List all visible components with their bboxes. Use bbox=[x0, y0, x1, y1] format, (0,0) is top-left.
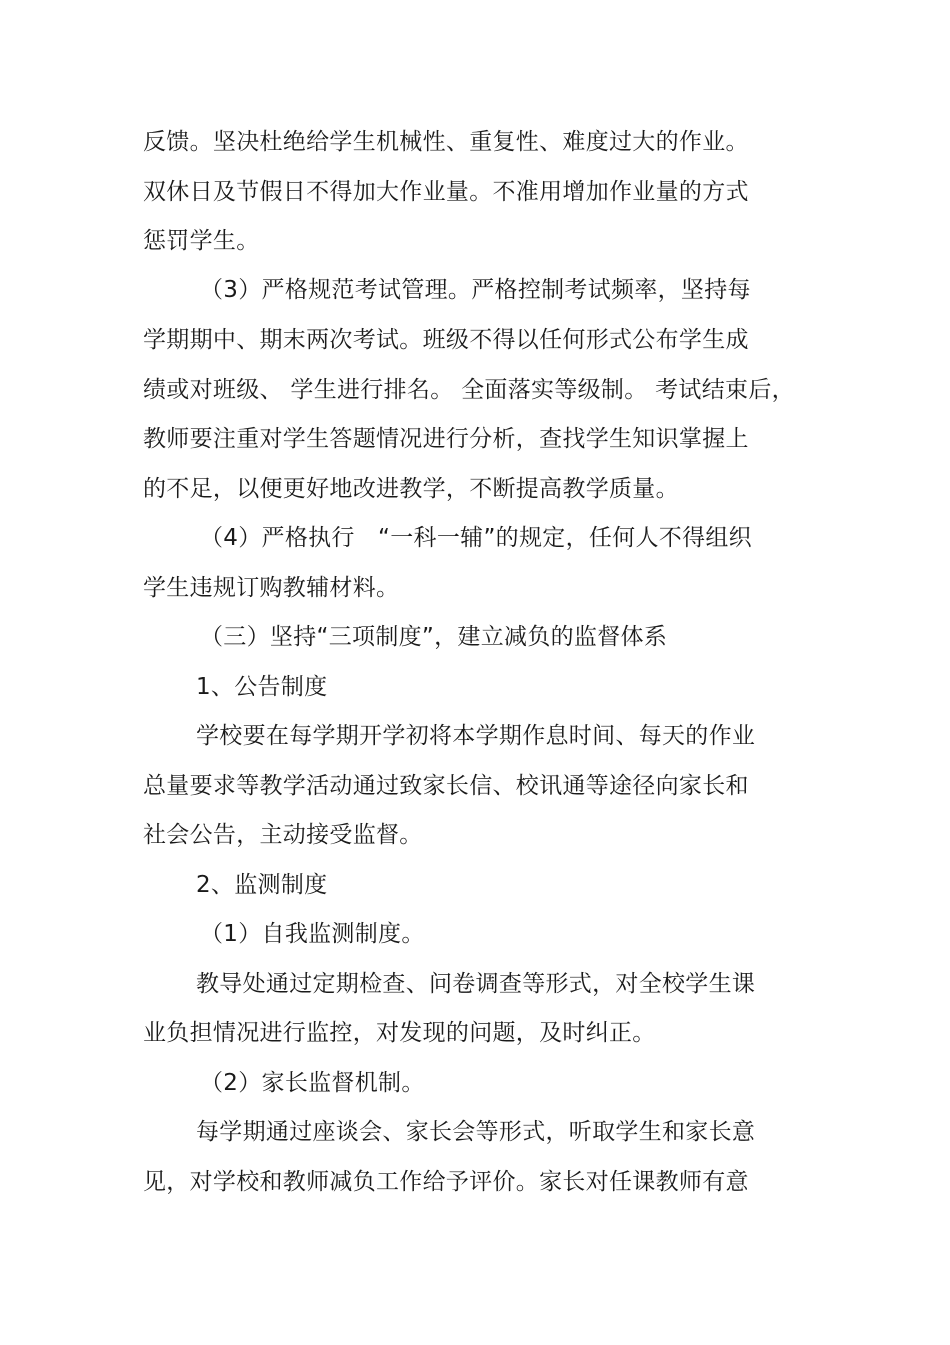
section-heading: （三）坚持“三项制度”，建立减负的监督体系 bbox=[200, 624, 668, 650]
text-line: 学生违规订购教辅材料。 bbox=[143, 575, 400, 601]
text-line: 社会公告，主动接受监督。 bbox=[143, 822, 423, 848]
item-heading: （1）自我监测制度。 bbox=[200, 921, 425, 947]
item-heading: （2）家长监督机制。 bbox=[200, 1070, 425, 1096]
paragraph-first-line: （3）严格规范考试管理。严格控制考试频率，坚持每 bbox=[200, 277, 751, 303]
text-line: 学期期中、期末两次考试。班级不得以任何形式公布学生成 bbox=[143, 327, 749, 353]
text-line: 总量要求等教学活动通过致家长信、校讯通等途径向家长和 bbox=[143, 773, 749, 799]
text-line: 见，对学校和教师减负工作给予评价。家长对任课教师有意 bbox=[143, 1169, 749, 1195]
paragraph-first-line: （4）严格执行 “一科一辅”的规定，任何人不得组织 bbox=[200, 525, 752, 551]
text-line: 反馈。坚决杜绝给学生机械性、重复性、难度过大的作业。 bbox=[143, 129, 749, 155]
subsection-heading: 2、监测制度 bbox=[196, 872, 328, 898]
paragraph-first-line: 教导处通过定期检查、问卷调查等形式，对全校学生课 bbox=[196, 971, 756, 997]
text-line: 惩罚学生。 bbox=[143, 228, 260, 254]
subsection-heading: 1、公告制度 bbox=[196, 674, 328, 700]
text-line: 教师要注重对学生答题情况进行分析，查找学生知识掌握上 bbox=[143, 426, 749, 452]
paragraph-first-line: 每学期通过座谈会、家长会等形式，听取学生和家长意 bbox=[196, 1119, 756, 1145]
text-line: 双休日及节假日不得加大作业量。不准用增加作业量的方式 bbox=[143, 179, 749, 205]
paragraph-first-line: 学校要在每学期开学初将本学期作息时间、每天的作业 bbox=[196, 723, 756, 749]
text-line: 绩或对班级、 学生进行排名。 全面落实等级制。 考试结束后， bbox=[143, 377, 795, 403]
text-line: 的不足，以便更好地改进教学，不断提高教学质量。 bbox=[143, 476, 679, 502]
text-line: 业负担情况进行监控，对发现的问题，及时纠正。 bbox=[143, 1020, 656, 1046]
